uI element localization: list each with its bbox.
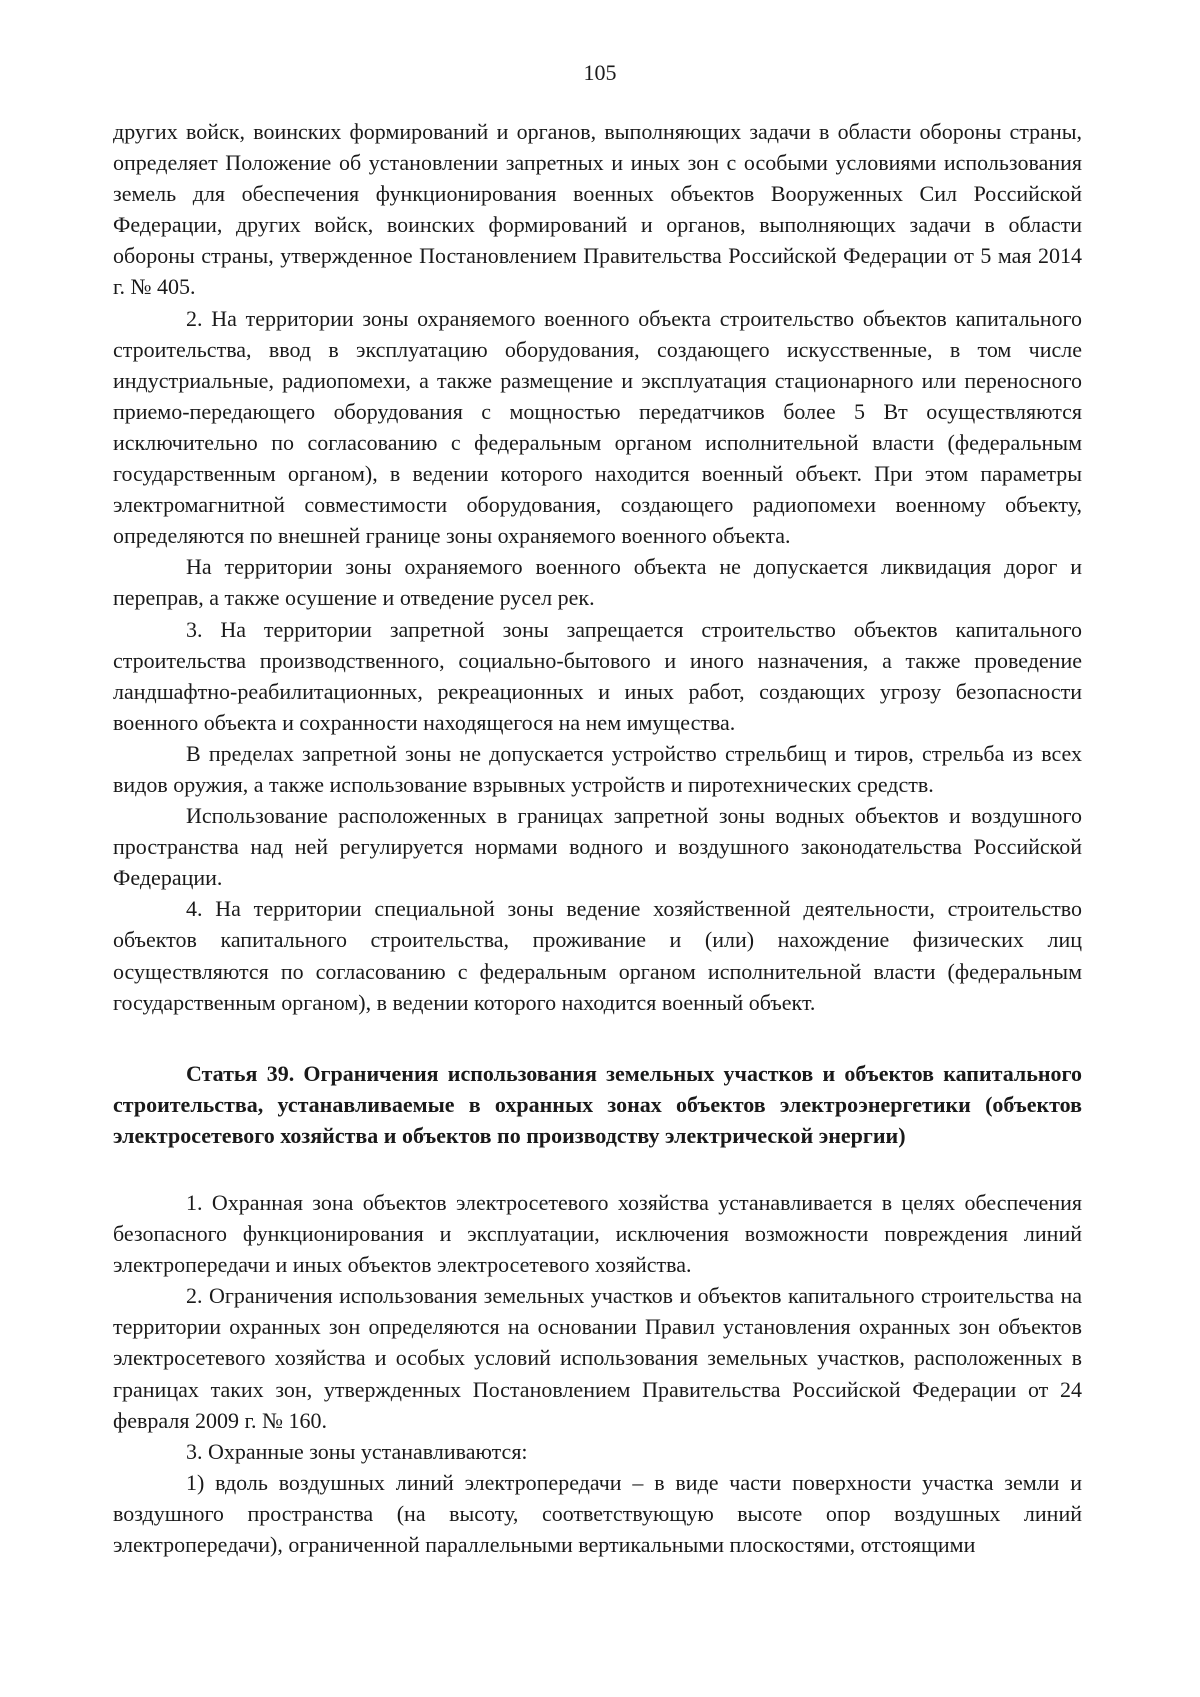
page-number: 105 <box>583 60 617 85</box>
paragraph: На территории зоны охраняемого военного объекта не допускается ликвидация дорог и переправ, а также осушение и отведение русел рек. <box>113 554 1082 611</box>
paragraph: 3. Охранные зоны устанавливаются: <box>186 1438 528 1464</box>
paragraph: других войск, воинских формирований и органов, выполняющих задачи в области обороны страны, определяет Положение об установлении запретных и иных зон с особыми условиями использования земель для обеспечения функционирования военных объектов Вооруженных Сил Российской Федерации, других войск, воинских формирований и органов, выполняющих задачи в области обороны страны, утвержденное Постановлением Правительства Российской Федерации от 5 мая 2014 г. № 405. <box>113 119 1082 300</box>
article-heading: Статья 39. Ограничения использования земельных участков и объектов капитального строительства, устанавливаемые в охранных зонах объектов электроэнергетики (объектов электросетевого хозяйства и объектов по производству электрической энергии) <box>113 1060 1082 1148</box>
paragraph: В пределах запретной зоны не допускается устройство стрельбищ и тиров, стрельба из всех видов оружия, а также использование взрывных устройств и пиротехнических средств. <box>113 740 1082 797</box>
document-body <box>113 116 1082 1560</box>
paragraph: 1) вдоль воздушных линий электропередачи – в виде части поверхности участка земли и воздушного пространства (на высоту, соответствующую высоте опор воздушных линий электропередачи), ограниченной параллельными вертикальными плоскостями, отстоящими <box>113 1469 1082 1558</box>
paragraph: 3. На территории запретной зоны запрещается строительство объектов капитального строительства производственного, социально-бытового и иного назначения, а также проведение ландшафтно-реабилитационных, рекреационных и иных работ, создающих угрозу безопасности военного объекта и сохранности находящегося на нем имущества. <box>113 616 1082 735</box>
paragraph: 2. На территории зоны охраняемого военного объекта строительство объектов капитального строительства, ввод в эксплуатацию оборудования, создающего искусственные, в том числе индустриальные, радиопомехи, а также размещение и эксплуатация стационарного или переносного приемо-передающего оборудования с мощностью передатчиков более 5 Вт осуществляются исключительно по согласованию с федеральным органом исполнительной власти (федеральным государственным органом), в ведении которого находится военный объект. При этом параметры электромагнитной совместимости оборудования, создающего радиопомехи военному объекту, определяются по внешней границе зоны охраняемого военного объекта. <box>113 305 1082 549</box>
paragraph: 1. Охранная зона объектов электросетевого хозяйства устанавливается в целях обеспечения безопасного функционирования и эксплуатации, исключения возможности повреждения линий электропередачи и иных объектов электросетевого хозяйства. <box>113 1190 1082 1278</box>
paragraph: 2. Ограничения использования земельных участков и объектов капитального строительства на территории охранных зон определяются на основании Правил установления охранных зон объектов электросетевого хозяйства и особых условий использования земельных участков, расположенных в границах таких зон, утвержденных Постановлением Правительства Российской Федерации от 24 февраля 2009 г. № 160. <box>113 1283 1082 1433</box>
paragraph: 4. На территории специальной зоны ведение хозяйственной деятельности, строительство объектов капитального строительства, проживание и (или) нахождение физических лиц осуществляются по согласованию с федеральным органом исполнительной власти (федеральным государственным органом), в ведении которого находится военный объект. <box>113 896 1082 1015</box>
paragraph: Использование расположенных в границах запретной зоны водных объектов и воздушного пространства над ней регулируется нормами водного и воздушного законодательства Российской Федерации. <box>113 803 1082 891</box>
